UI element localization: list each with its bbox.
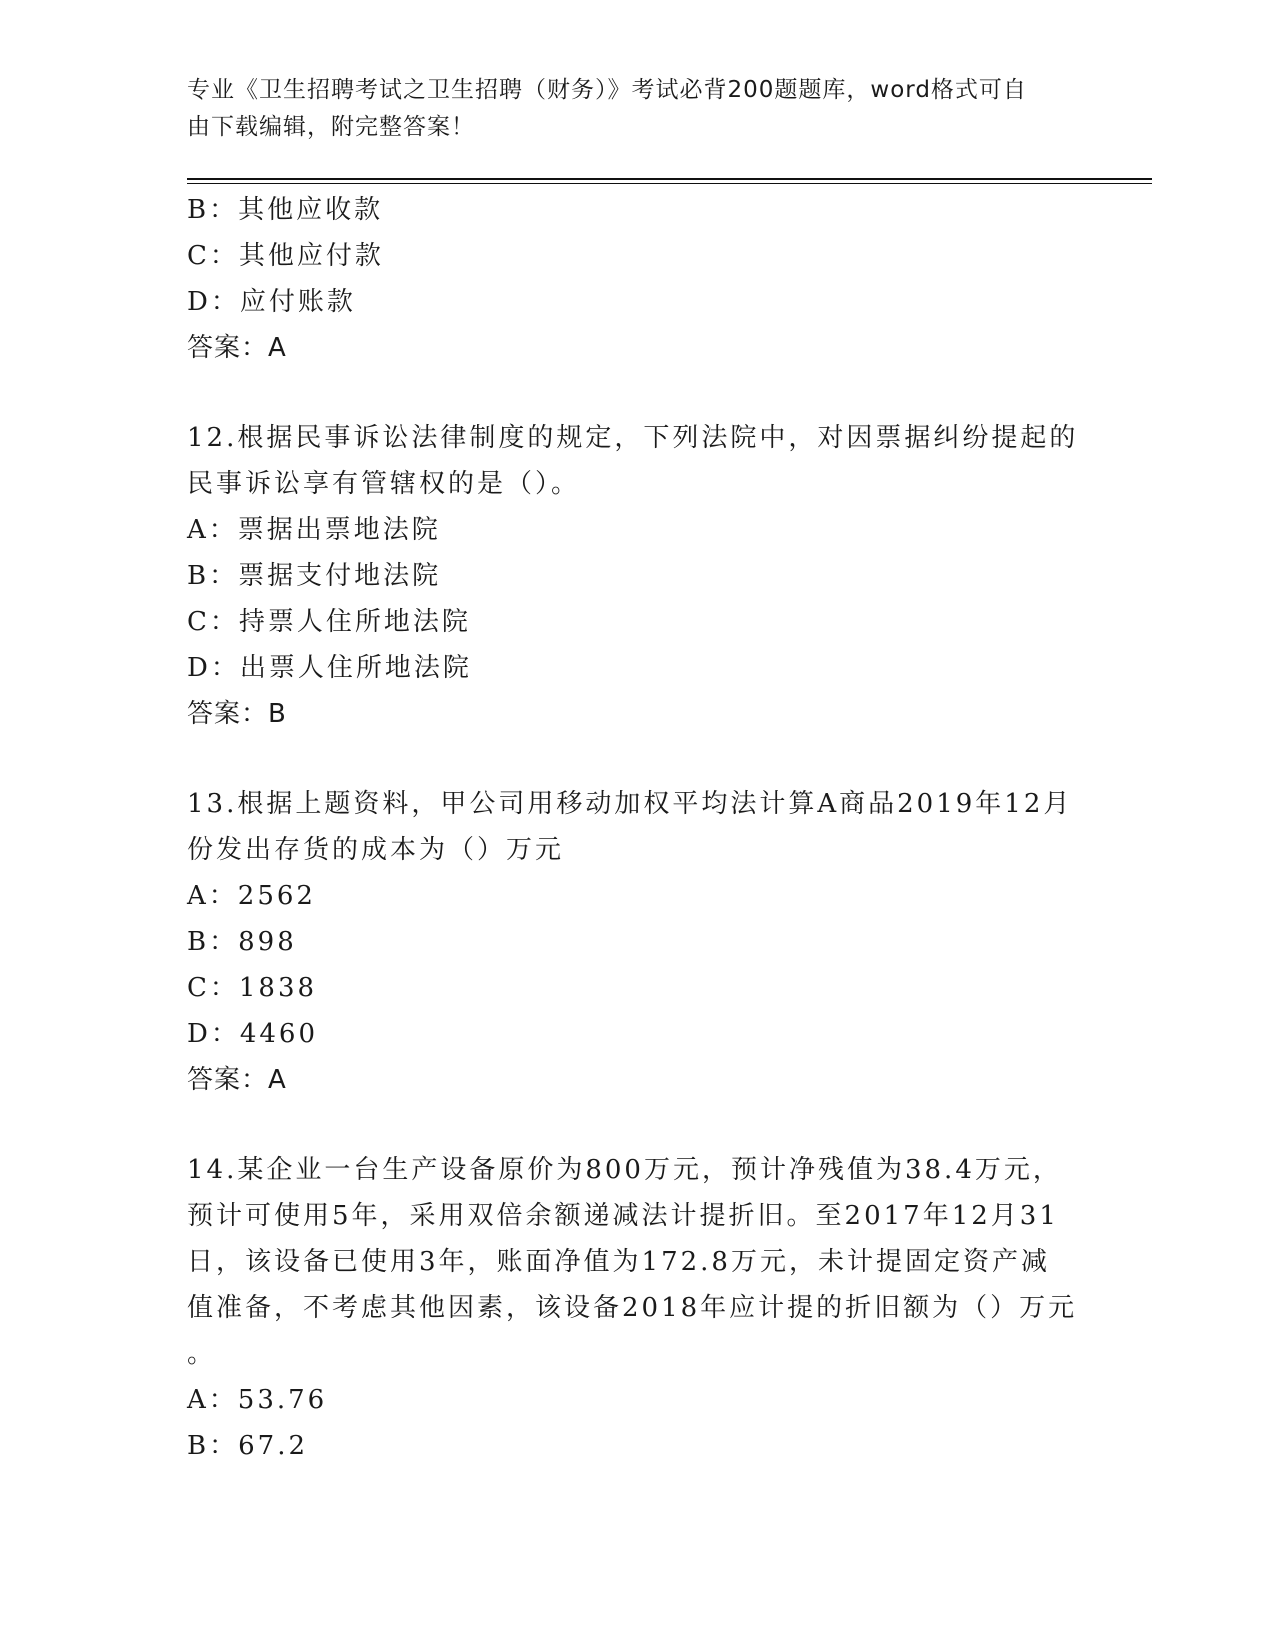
question-text-line: 预计可使用5年，采用双倍余额递减法计提折旧。至2017年12月31 — [187, 1201, 1059, 1231]
header-line-2: 由下载编辑，附完整答案！ — [187, 114, 475, 140]
question-list — [187, 187, 1079, 1469]
option-a: A：2562 — [187, 881, 316, 911]
option-a: A：票据出票地法院 — [187, 515, 441, 545]
question-text-line: 14.某企业一台生产设备原价为800万元，预计净残值为38.4万元， — [187, 1155, 1062, 1185]
option-b: B：票据支付地法院 — [187, 561, 442, 591]
option-b: B：其他应收款 — [187, 195, 384, 225]
question-block-14 — [187, 1147, 1078, 1469]
option-c: C：1838 — [187, 973, 318, 1003]
question-block-12 — [187, 415, 1079, 737]
option-b: B：67.2 — [187, 1431, 308, 1461]
option-a: A：53.76 — [187, 1385, 328, 1415]
header-line-1: 专业《卫生招聘考试之卫生招聘（财务）》考试必背200题题库，word格式可自 — [187, 77, 1027, 103]
option-c: C：持票人住所地法院 — [187, 607, 471, 637]
question-text-line: 13.根据上题资料，甲公司用移动加权平均法计算A商品2019年12月 — [187, 789, 1073, 819]
question-text-line: 值准备，不考虑其他因素，该设备2018年应计提的折旧额为（）万元 — [187, 1293, 1078, 1323]
answer-line: 答案：B — [187, 699, 287, 729]
answer-line: 答案：A — [187, 333, 287, 363]
header-rule-thick — [187, 178, 1152, 180]
option-d: D：4460 — [187, 1019, 319, 1049]
header-rule-thin — [187, 183, 1152, 184]
option-c: C：其他应付款 — [187, 241, 384, 271]
answer-line: 答案：A — [187, 1065, 287, 1095]
option-d: D：出票人住所地法院 — [187, 653, 472, 683]
document-header — [187, 72, 1067, 146]
option-b: B：898 — [187, 927, 297, 957]
question-text-line: 12.根据民事诉讼法律制度的规定，下列法院中，对因票据纠纷提起的 — [187, 423, 1079, 453]
option-d: D：应付账款 — [187, 287, 356, 317]
question-block-13 — [187, 781, 1073, 1103]
question-block-11 — [187, 187, 1067, 371]
question-text-line: 民事诉讼享有管辖权的是（）。 — [187, 469, 581, 499]
question-text-line: 份发出存货的成本为（）万元 — [187, 835, 565, 865]
question-text-line: 日，该设备已使用3年，账面净值为172.8万元，未计提固定资产减 — [187, 1247, 1050, 1277]
question-text-line: 。 — [187, 1339, 217, 1369]
